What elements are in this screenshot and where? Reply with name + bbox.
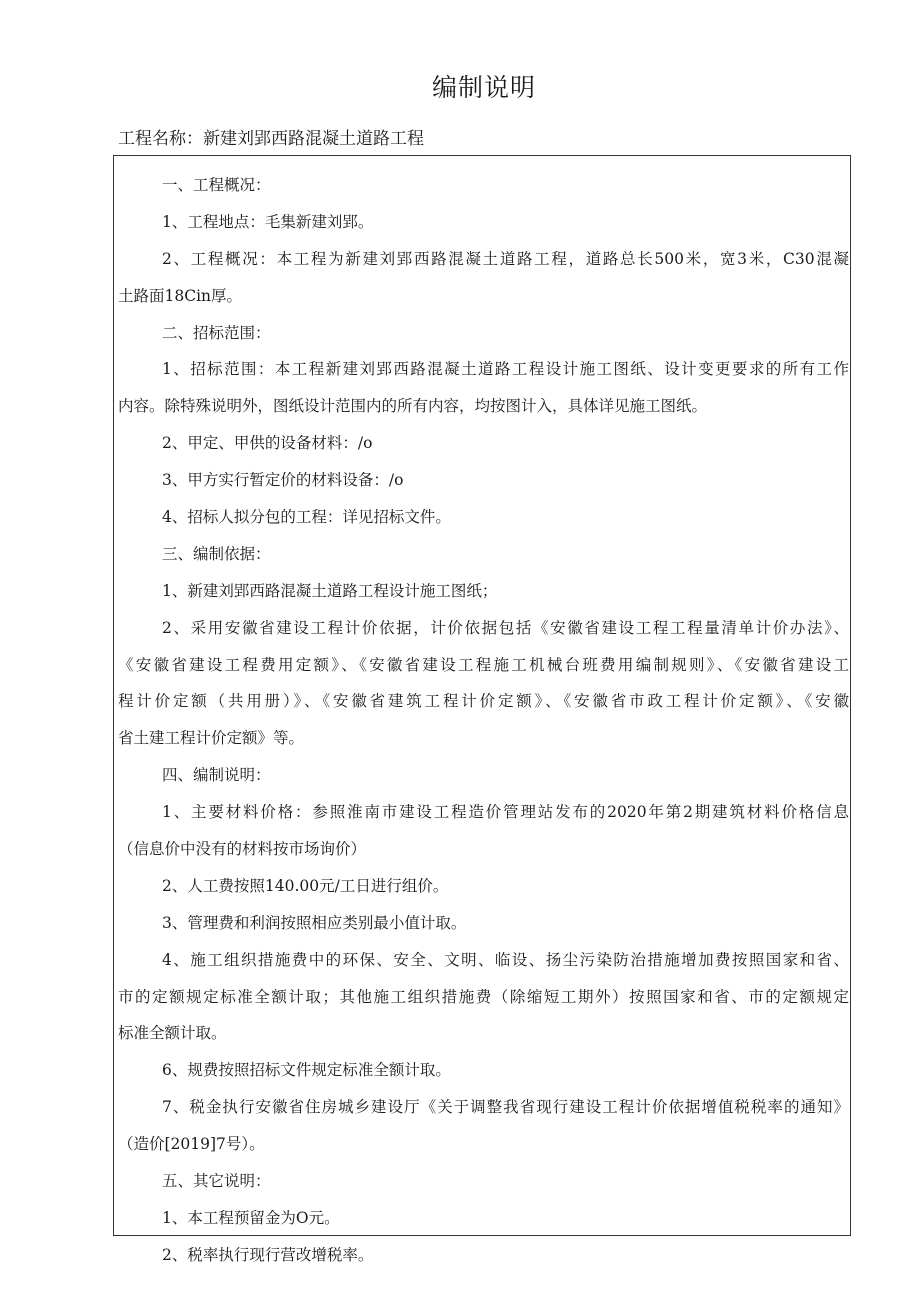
paragraph-line: 2、甲定、甲供的设备材料：/o xyxy=(162,434,373,453)
paragraph-line: 1、新建刘郢西路混凝土道路工程设计施工图纸； xyxy=(162,581,498,600)
paragraph-line: 1、工程地点：毛集新建刘郢。 xyxy=(162,212,374,231)
paragraph-line: 1、主要材料价格：参照淮南市建设工程造价管理站发布的2020年第2期建筑材料价格信息 xyxy=(162,803,849,822)
document-title: 编制说明 xyxy=(431,73,536,102)
paragraph-line: 4、招标人拟分包的工程：详见招标文件。 xyxy=(162,508,451,527)
section-heading-scope: 二、招标范围： xyxy=(162,323,271,342)
paragraph-line: 3、甲方实行暂定价的材料设备：/o xyxy=(162,471,404,490)
paragraph-line: 标准全额计取。 xyxy=(118,1024,227,1043)
paragraph-line: 1、本工程预留金为O元。 xyxy=(162,1208,340,1227)
section-heading-overview: 一、工程概况： xyxy=(162,176,271,194)
section-heading-notes: 四、编制说明： xyxy=(162,766,271,785)
project-name: 工程名称：新建刘郢西路混凝土道路工程 xyxy=(118,129,424,149)
paragraph-line: 土路面18Cin厚。 xyxy=(118,286,243,305)
paragraph-line: 程计价定额（共用册）》、《安徽省建筑工程计价定额》、《安徽省市政工程计价定额》、《安徽 xyxy=(118,692,849,711)
paragraph-line: （造价[2019]7号）。 xyxy=(118,1135,265,1154)
section-heading-other: 五、其它说明： xyxy=(162,1172,271,1191)
paragraph-line: 6、规费按照招标文件规定标准全额计取。 xyxy=(162,1061,451,1080)
paragraph-line: 4、施工组织措施费中的环保、安全、文明、临设、扬尘污染防治措施增加费按照国家和省、 xyxy=(162,950,849,969)
paragraph-line: 《安徽省建设工程费用定额》、《安徽省建设工程施工机械台班费用编制规则》、《安徽省建设工 xyxy=(118,655,849,674)
paragraph-line: （信息价中没有的材料按市场询价） xyxy=(118,840,367,859)
paragraph-line: 2、采用安徽省建设工程计价依据，计价依据包括《安徽省建设工程工程量清单计价办法》、 xyxy=(162,618,849,637)
paragraph-line: 2、人工费按照140.00元/工日进行组价。 xyxy=(162,876,449,895)
paragraph-line: 内容。除特殊说明外，图纸设计范围内的所有内容，均按图计入，具体详见施工图纸。 xyxy=(118,397,708,416)
paragraph-line: 7、税金执行安徽省住房城乡建设厅《关于调整我省现行建设工程计价依据增值税税率的通知》 xyxy=(162,1098,849,1117)
paragraph-line: 3、管理费和利润按照相应类别最小值计取。 xyxy=(162,913,467,932)
paragraph-line: 市的定额规定标准全额计取；其他施工组织措施费（除缩短工期外）按照国家和省、市的定额规定 xyxy=(118,987,849,1006)
paragraph-line: 2、税率执行现行营改增税率。 xyxy=(162,1245,374,1264)
paragraph-line: 1、招标范围：本工程新建刘郢西路混凝土道路工程设计施工图纸、设计变更要求的所有工作 xyxy=(162,360,849,379)
paragraph-line: 2、工程概况：本工程为新建刘郢西路混凝土道路工程，道路总长500米，宽3米，C30混凝 xyxy=(162,249,849,268)
document-body xyxy=(118,167,849,1274)
paragraph-line: 省土建工程计价定额》等。 xyxy=(118,729,305,748)
section-heading-basis: 三、编制依据： xyxy=(162,544,271,563)
